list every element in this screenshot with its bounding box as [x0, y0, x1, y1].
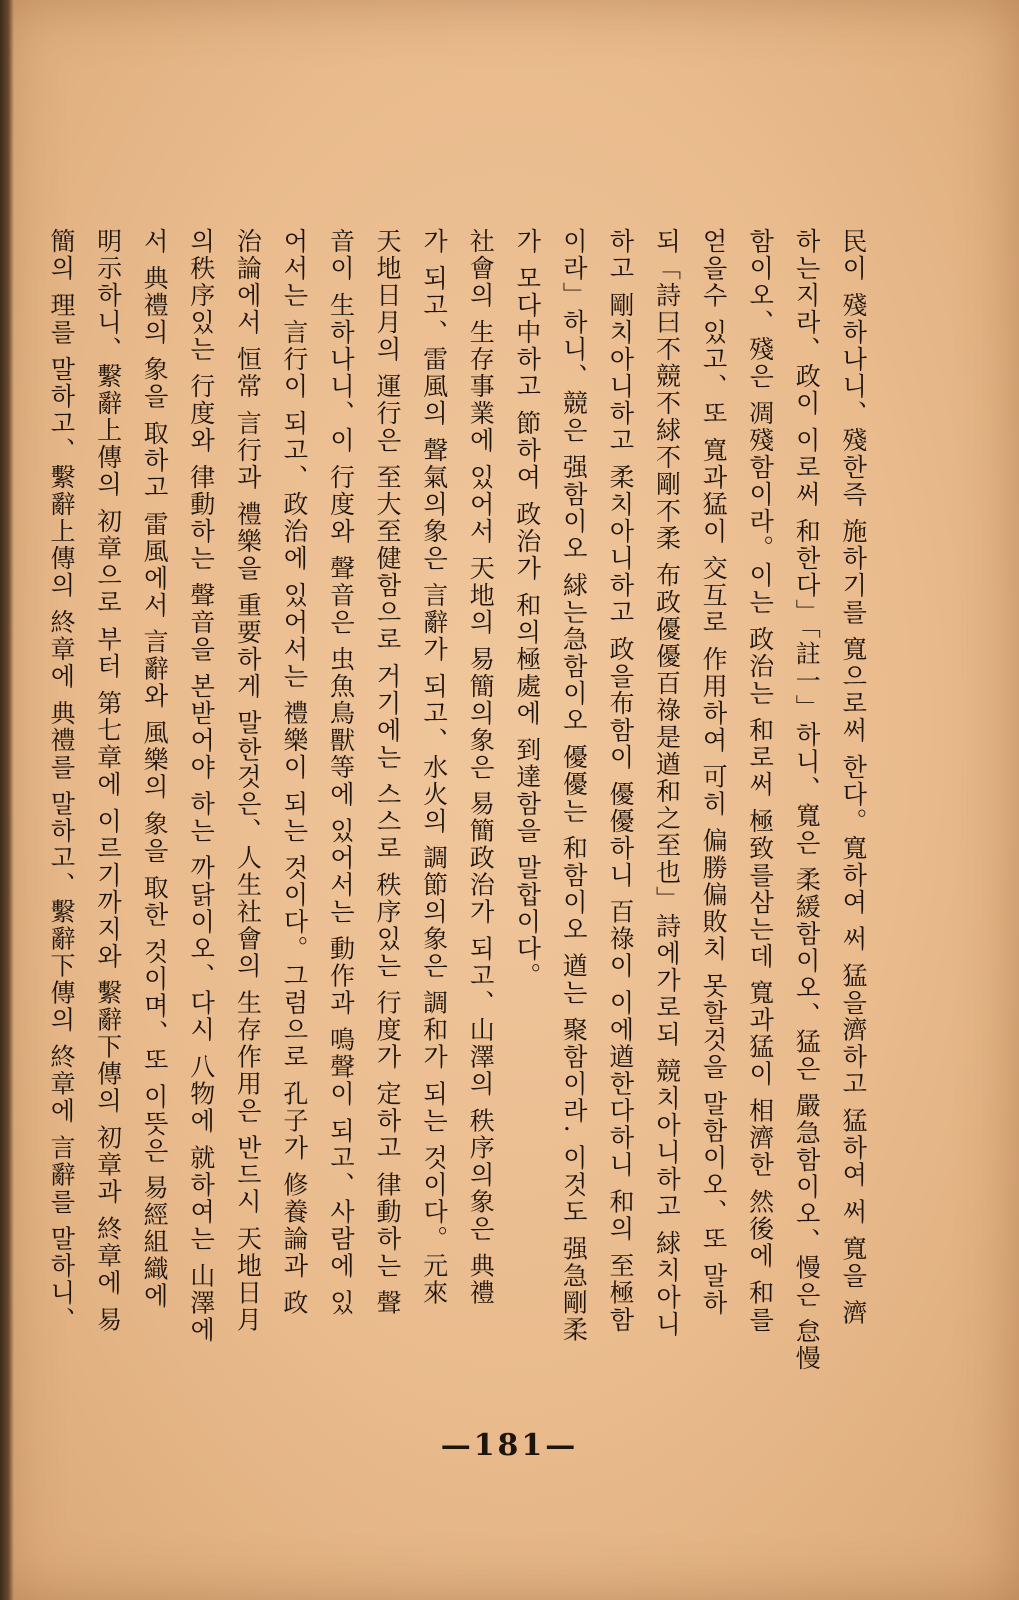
page-number: —181— [440, 1428, 579, 1463]
text-column-3: 함이오、殘은 凋殘함이라。이는 政治는 和로써 極致를삼는데 寬과猛이 相濟한 然後에 和를 [745, 228, 775, 1334]
text-column-12: 音이 生하나니、이 行度와 聲音은 虫魚鳥獸等에 있어서는 動作과 鳴聲이 되고、사람에 있 [326, 228, 356, 1317]
text-column-16: 서 典禮의 象을 取하고 雷風에서 言辭와 風樂의 象을 取한 것이며、또 이뜻은 易經組織에 [140, 228, 170, 1310]
text-column-8: 가 모다中하고 節하여 政治가 和의極處에 到達함을 말합이다。 [512, 228, 542, 990]
text-column-17: 明示하니、繫辭上傳의 初章으로 부터 第七章에 이르기까지와 繫辭下傳의 初章과 終章에 易 [93, 228, 123, 1334]
text-column-15: 의秩序있는 行度와 律動하는 聲音을 본받어야 하는 까닭이오、다시 八物에 就하여는 山澤에 [186, 228, 216, 1344]
text-column-7: 이라」하니、競은 强함이오 絿는急함이오 優優는 和함이오 遒는 聚함이라. 이것도 强急剛柔 [559, 228, 589, 1344]
text-column-9: 社會의 生存事業에 있어서 天地의 易簡의象은 易簡政治가 되고、山澤의 秩序의象은 典禮 [466, 228, 496, 1307]
text-column-13: 어서는 言行이 되고、政治에 있어서는 禮樂이 되는 것이다。그럼으로 孔子가 修養論과 政 [279, 228, 309, 1317]
text-column-11: 天地日月의 運行은 至大至健함으로 거기에는 스스로 秩序있는 行度가 定하고 律動하는 聲 [373, 228, 403, 1317]
text-column-14: 治論에서 恒常 言行과 禮樂을 重要하게 말한것은、人生社會의 生存作用은 반드시 天地日月 [233, 228, 263, 1334]
text-column-4: 얻을수 있고、또 寬과猛이 交互로 作用하여 可히 偏勝偏敗치 못할것을 말함이오、또 말하 [699, 228, 729, 1317]
vertical-text-block [40, 228, 875, 1378]
text-column-5: 되「詩曰不競不絿不剛不柔 布政優優百祿是遒和之至也」詩에가로되 競치아니하고 絿치아니 [652, 228, 682, 1338]
text-column-18: 簡의 理를 말하고、繫辭上傳의 終章에 典禮를 말하고、繫辭下傳의 終章에 言辭를 말하니、 [47, 228, 76, 1334]
text-column-2: 하는지라、政이 이로써 和한다」「註一」하니、寬은 柔緩함이오、猛은 嚴急함이오、慢은 怠慢 [792, 228, 822, 1373]
text-column-1: 民이 殘하나니、殘한즉 施하기를 寬으로써 한다。寬하여 써 猛을濟하고 猛하여 써 寬을 濟 [838, 228, 868, 1327]
text-column-6: 하고 剛치아니하고 柔치아니하고 政을布함이 優優하니 百祿이 이에遒한다하니 和의 至極함 [605, 228, 635, 1334]
text-column-10: 가 되고、雷風의 聲氣의象은 言辭가 되고、水火의 調節의象은 調和가 되는 것이다。元來 [419, 228, 449, 1307]
